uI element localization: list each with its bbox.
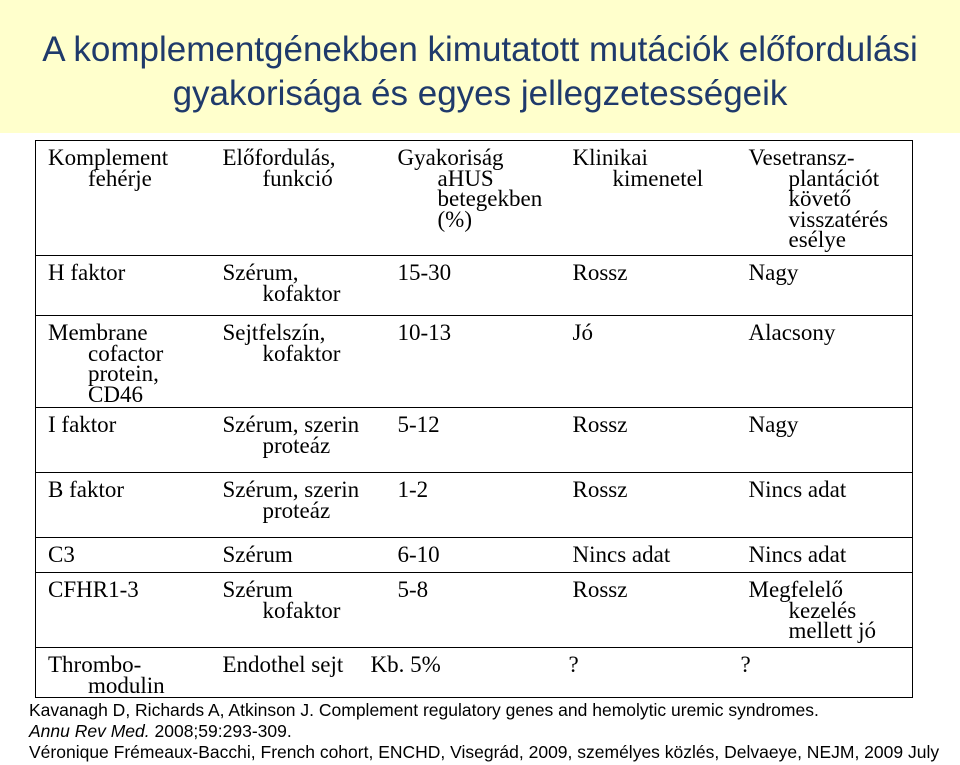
slide-title-line-2: gyakorisága és egyes jellegzetességeik [172,74,788,113]
cell-recurrence: Nagy [734,256,913,316]
table-row [36,473,913,538]
cell-protein: B faktor [36,473,206,538]
cell-recurrence: Nincs adat [734,473,913,538]
table-row [36,408,913,473]
table-row [36,538,913,573]
header-complement-protein: Komplement fehérje [36,141,206,256]
cell-outcome: Rossz [556,256,734,316]
cell-recurrence: Nagy [734,408,913,473]
cell-frequency: 5-8 [381,573,556,648]
cell-outcome: Rossz [556,473,734,538]
header-occurrence-function: Előfordulás, funkció [206,141,381,256]
cell-protein: Thrombo- modulin [36,648,206,698]
cell-frequency [370,648,556,698]
cell-protein: H faktor [36,256,206,316]
table-row [36,256,913,316]
cell-frequency-text: Kb. 5% [370,652,441,677]
cell-outcome [556,648,734,698]
table-header-row [36,141,913,256]
cell-occurrence: Szérum [206,538,381,573]
reference-journal: Annu Rev Med. [29,721,150,741]
table-row [36,573,913,648]
header-recurrence-after-transplant: Vesetransz- plantációt követő visszatérés esélye [734,141,913,256]
cell-recurrence: Nincs adat [734,538,913,573]
cell-recurrence [734,648,913,698]
table-row [36,316,913,408]
cell-outcome-text: ? [568,652,579,677]
cell-occurrence: Szérum, kofaktor [206,256,381,316]
complement-mutations-table [35,140,913,698]
cell-recurrence: Alacsony [734,316,913,408]
cell-outcome: Nincs adat [556,538,734,573]
cell-occurrence: Sejtfelszín, kofaktor [206,316,381,408]
title-banner [0,0,960,133]
cell-occurrence: Szérum, szerin proteáz [206,408,381,473]
cell-recurrence: Megfelelő kezelés mellett jó [734,573,913,648]
reference-line-2 [29,721,939,742]
cell-protein: CFHR1-3 [36,573,206,648]
cell-protein: I faktor [36,408,206,473]
cell-recurrence-text: ? [740,652,751,677]
reference-line-1: Kavanagh D, Richards A, Atkinson J. Complement regulatory genes and hemolytic uremic syndromes. [29,700,819,720]
cell-protein: Membrane cofactor protein, CD46 [36,316,206,408]
cell-frequency: 6-10 [381,538,556,573]
cell-frequency: 1-2 [381,473,556,538]
cell-frequency: 10-13 [381,316,556,408]
cell-occurrence: Endothel sejt [206,648,381,698]
cell-protein: C3 [36,538,206,573]
cell-outcome: Rossz [556,408,734,473]
header-frequency-ahus: Gyakoriság aHUS betegekben (%) [381,141,556,256]
cell-outcome: Jó [556,316,734,408]
title-block [0,0,960,116]
references [29,700,939,763]
cell-outcome: Rossz [556,573,734,648]
slide-title-line-1: A komplementgénekben kimutatott mutációk előfordulási [42,30,918,69]
cell-occurrence: Szérum, szerin proteáz [206,473,381,538]
header-clinical-outcome: Klinikai kimenetel [556,141,734,256]
cell-occurrence: Szérum kofaktor [206,573,381,648]
cell-frequency: 15-30 [381,256,556,316]
reference-citation: 2008;59:293-309. [154,721,292,741]
table-row [36,648,913,698]
reference-line-3: Véronique Frémeaux-Bacchi, French cohort, ENCHD, Visegrád, 2009, személyes közlés, Delvaeye, NEJM, 2009 July [29,742,940,762]
cell-frequency: 5-12 [381,408,556,473]
